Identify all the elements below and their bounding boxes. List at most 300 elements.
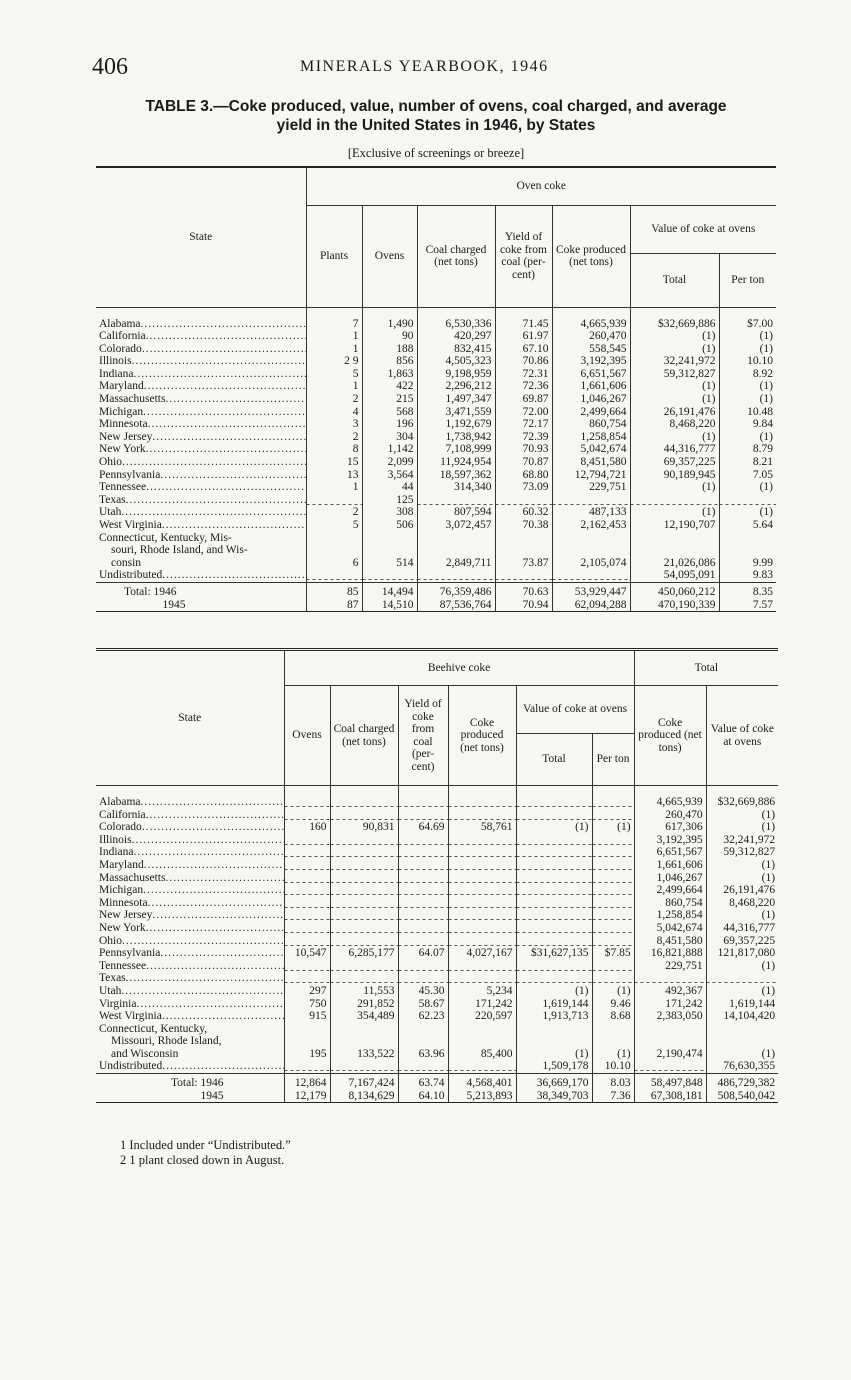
value-per-ton: (1) [719, 431, 776, 444]
empty-cell [330, 1060, 398, 1073]
ovens: 304 [362, 431, 417, 444]
page-number: 406 [92, 54, 128, 80]
state-name: Michigan ..... [96, 406, 306, 419]
state-name: New Jersey ..... [96, 909, 284, 922]
yield [398, 872, 448, 885]
oven-coke-table [96, 166, 776, 612]
total-coke [634, 972, 706, 985]
table-row-undistributed [96, 569, 776, 582]
value-total [516, 960, 592, 973]
col-state: State [96, 167, 306, 307]
value-total [516, 909, 592, 922]
plants: 2 [306, 393, 362, 406]
state-name: Alabama ..... [96, 796, 284, 809]
value-per-ton: (1) [592, 821, 634, 834]
col-ovens-2: Ovens [284, 686, 330, 786]
dot-leader [152, 909, 284, 921]
coal-charged [417, 494, 495, 507]
total-coke: 5,042,674 [634, 922, 706, 935]
empty-cell [552, 569, 630, 582]
dot-leader [165, 393, 306, 405]
state-name: New York ..... [96, 443, 306, 456]
state-name [96, 532, 306, 570]
state-name: Undistributed ..... [96, 1060, 284, 1073]
footnote-2: 2 1 plant closed down in August. [120, 1153, 285, 1167]
value-per-ton [592, 935, 634, 948]
ovens [284, 884, 330, 897]
dot-leader [162, 1060, 284, 1072]
state-name: Ohio ..... [96, 456, 306, 469]
state-name: Indiana ..... [96, 846, 284, 859]
yield: 73.87 [495, 532, 552, 570]
ovens [284, 846, 330, 859]
coal-charged: 807,594 [417, 506, 495, 519]
coal-charged: 76,359,486 [417, 582, 495, 598]
coke-produced: 12,794,721 [552, 469, 630, 482]
state-name: Ohio ..... [96, 935, 284, 948]
plants: 1 [306, 330, 362, 343]
coal-charged: 6,285,177 [330, 947, 398, 960]
col-coke-produced: Coke produced (net tons) [552, 205, 630, 307]
total-coke: 229,751 [634, 960, 706, 973]
ovens: 308 [362, 506, 417, 519]
value-total: 32,241,972 [630, 355, 719, 368]
dot-leader [162, 519, 306, 531]
coal-charged: 4,505,323 [417, 355, 495, 368]
value-total: 1,913,713 [516, 1010, 592, 1023]
empty-cell [495, 569, 552, 582]
dot-leader [133, 846, 284, 858]
plants: 8 [306, 443, 362, 456]
plants: 87 [306, 599, 362, 612]
yield: 60.32 [495, 506, 552, 519]
table-row [96, 821, 778, 834]
coal-charged: 7,108,999 [417, 443, 495, 456]
dot-leader [126, 972, 284, 984]
value-per-ton: $7.00 [719, 318, 776, 331]
total-coke: 2,499,664 [634, 884, 706, 897]
state-name: New York ..... [96, 922, 284, 935]
coal-charged [330, 884, 398, 897]
table-row [96, 443, 776, 456]
state-name: Utah ..... [96, 985, 284, 998]
yield [398, 834, 448, 847]
yield: 70.86 [495, 355, 552, 368]
coal-charged [330, 922, 398, 935]
dot-leader [142, 343, 306, 355]
yield: 64.10 [398, 1090, 448, 1103]
table-row [96, 506, 776, 519]
coal-charged [330, 972, 398, 985]
group-value: Value of coke at ovens [630, 205, 776, 253]
table-row [96, 947, 778, 960]
ovens [284, 872, 330, 885]
total-coke: 860,754 [634, 897, 706, 910]
yield: 70.87 [495, 456, 552, 469]
ovens [284, 834, 330, 847]
value-per-ton: (1) [719, 380, 776, 393]
coke-produced [448, 909, 516, 922]
dot-leader [146, 809, 284, 821]
ovens: 506 [362, 519, 417, 532]
total-coke: 2,383,050 [634, 1010, 706, 1023]
value-per-ton: 9.84 [719, 418, 776, 431]
value-total: 54,095,091 [630, 569, 719, 582]
value-per-ton [592, 884, 634, 897]
value-per-ton: 7.36 [592, 1090, 634, 1103]
coal-charged: 90,831 [330, 821, 398, 834]
dot-leader [146, 481, 306, 493]
group-oven-coke: Oven coke [306, 167, 776, 205]
dot-leader [121, 985, 284, 997]
coal-charged [330, 809, 398, 822]
yield [398, 884, 448, 897]
value-total [516, 834, 592, 847]
empty-cell [448, 1060, 516, 1073]
value-total [516, 922, 592, 935]
coke-produced: 2,499,664 [552, 406, 630, 419]
coke-produced: 58,761 [448, 821, 516, 834]
coke-produced: 260,470 [552, 330, 630, 343]
table-row [96, 330, 776, 343]
total-value: $32,669,886 [706, 796, 778, 809]
state-name: Tennessee ..... [96, 960, 284, 973]
coke-produced [448, 884, 516, 897]
table-row [96, 355, 776, 368]
coal-charged: 354,489 [330, 1010, 398, 1023]
total-label: 1945 [162, 598, 186, 611]
ovens: 14,494 [362, 582, 417, 598]
plants: 2 [306, 506, 362, 519]
total-value: (1) [706, 809, 778, 822]
total-label: 1945 [200, 1089, 224, 1102]
plants: 85 [306, 582, 362, 598]
value-total: 470,190,339 [630, 599, 719, 612]
coke-produced: 5,234 [448, 985, 516, 998]
total-value: 486,729,382 [706, 1074, 778, 1090]
state-name: California ..... [96, 809, 284, 822]
value-total: 90,189,945 [630, 469, 719, 482]
value-total: 1,619,144 [516, 998, 592, 1011]
ovens [284, 796, 330, 809]
yield: 70.38 [495, 519, 552, 532]
total-row [96, 582, 776, 598]
total-value: (1) [706, 960, 778, 973]
coke-produced: 8,451,580 [552, 456, 630, 469]
table-row [96, 494, 776, 507]
coal-charged: 11,924,954 [417, 456, 495, 469]
table-title [96, 97, 776, 135]
yield: 63.96 [398, 1023, 448, 1061]
dot-leader [162, 1010, 284, 1022]
plants: 15 [306, 456, 362, 469]
table-row [96, 418, 776, 431]
plants: 3 [306, 418, 362, 431]
dot-leader [144, 859, 284, 871]
value-total: (1) [516, 985, 592, 998]
coke-produced [448, 796, 516, 809]
coke-produced: 4,665,939 [552, 318, 630, 331]
total-value: (1) [706, 1023, 778, 1061]
ovens: 196 [362, 418, 417, 431]
ovens: 422 [362, 380, 417, 393]
value-per-ton: 7.57 [719, 599, 776, 612]
table-row-undistributed [96, 1060, 778, 1073]
ovens [284, 897, 330, 910]
state-name: California ..... [96, 330, 306, 343]
yield [398, 859, 448, 872]
coal-charged: 7,167,424 [330, 1074, 398, 1090]
total-coke: 16,821,888 [634, 947, 706, 960]
coke-produced: 4,027,167 [448, 947, 516, 960]
ovens: 750 [284, 998, 330, 1011]
total-value: 76,630,355 [706, 1060, 778, 1073]
total-coke: 260,470 [634, 809, 706, 822]
coke-produced: 229,751 [552, 481, 630, 494]
yield: 63.74 [398, 1074, 448, 1090]
ovens [284, 922, 330, 935]
total-value: (1) [706, 821, 778, 834]
empty-cell [362, 569, 417, 582]
empty-cell [306, 569, 362, 582]
table-row [96, 972, 778, 985]
total-value: 44,316,777 [706, 922, 778, 935]
dot-leader [142, 821, 284, 833]
coke-produced [552, 494, 630, 507]
table-row [96, 809, 778, 822]
col-coal-charged: Coal charged (net tons) [417, 205, 495, 307]
plants: 5 [306, 368, 362, 381]
ovens [284, 935, 330, 948]
dot-leader [141, 796, 284, 808]
ovens: 1,490 [362, 318, 417, 331]
value-total: 59,312,827 [630, 368, 719, 381]
coke-produced: 2,105,074 [552, 532, 630, 570]
state-name: Pennsylvania ..... [96, 947, 284, 960]
coal-charged [330, 935, 398, 948]
plants: 7 [306, 318, 362, 331]
total-label: Total: 1946 [96, 1074, 284, 1090]
value-total: (1) [630, 481, 719, 494]
value-per-ton: (1) [592, 985, 634, 998]
state-name-line: consin [111, 556, 142, 569]
empty-cell [398, 1060, 448, 1073]
dot-leader [122, 456, 306, 468]
ovens: 188 [362, 343, 417, 356]
value-per-ton [592, 846, 634, 859]
state-name: Texas ..... [96, 494, 306, 507]
yield [398, 897, 448, 910]
state-name-line: Connecticut, Kentucky, [99, 1022, 208, 1035]
coal-charged [330, 909, 398, 922]
yield [398, 846, 448, 859]
dot-leader [122, 935, 284, 947]
yield [398, 972, 448, 985]
value-total [630, 494, 719, 507]
empty-cell [284, 1060, 330, 1073]
total-value: 8,468,220 [706, 897, 778, 910]
value-per-ton [592, 872, 634, 885]
table-row [96, 380, 776, 393]
coke-produced [448, 922, 516, 935]
group-total: Total [634, 650, 778, 686]
yield [398, 935, 448, 948]
table-row [96, 960, 778, 973]
state-name: Utah ..... [96, 506, 306, 519]
table-row [96, 872, 778, 885]
total-value: 26,191,476 [706, 884, 778, 897]
coal-charged: 2,296,212 [417, 380, 495, 393]
coal-charged [330, 796, 398, 809]
value-total: 1,509,178 [516, 1060, 592, 1073]
dot-leader [126, 494, 306, 506]
col-ovens: Ovens [362, 205, 417, 307]
ovens: 1,863 [362, 368, 417, 381]
value-total [516, 859, 592, 872]
value-total [516, 846, 592, 859]
yield: 72.31 [495, 368, 552, 381]
table-row [96, 519, 776, 532]
dot-leader [143, 406, 306, 418]
total-coke: 4,665,939 [634, 796, 706, 809]
yield: 45.30 [398, 985, 448, 998]
yield [398, 922, 448, 935]
state-name: Alabama ..... [96, 318, 306, 331]
table-row [96, 998, 778, 1011]
state-name: West Virginia ..... [96, 519, 306, 532]
coal-charged [330, 834, 398, 847]
coke-produced: 85,400 [448, 1023, 516, 1061]
state-name: Colorado ..... [96, 821, 284, 834]
yield [398, 960, 448, 973]
footnote-1: 1 Included under “Undistributed.” [120, 1138, 291, 1152]
value-per-ton: 9.83 [719, 569, 776, 582]
value-per-ton: 9.46 [592, 998, 634, 1011]
col-yield-2: Yield of coke from coal (per-cent) [398, 686, 448, 786]
ovens: 12,179 [284, 1090, 330, 1103]
dot-leader [146, 443, 306, 455]
plants: 1 [306, 481, 362, 494]
value-per-ton: 8.03 [592, 1074, 634, 1090]
dot-leader [141, 318, 306, 330]
oven-coke-body [96, 307, 776, 612]
coke-produced: 5,042,674 [552, 443, 630, 456]
state-name-line: and Wisconsin [111, 1047, 179, 1060]
coke-produced [448, 897, 516, 910]
coal-charged: 6,530,336 [417, 318, 495, 331]
plants [306, 494, 362, 507]
coal-charged: 314,340 [417, 481, 495, 494]
ovens: 215 [362, 393, 417, 406]
plants: 2 9 [306, 355, 362, 368]
ovens: 12,864 [284, 1074, 330, 1090]
beehive-coke-body [96, 786, 778, 1103]
col-coke-produced-2: Coke produced (net tons) [448, 686, 516, 786]
ovens: 125 [362, 494, 417, 507]
coal-charged: 2,849,711 [417, 532, 495, 570]
coal-charged: 3,471,559 [417, 406, 495, 419]
total-label: Total: 1946 [96, 582, 306, 598]
state-name: Massachusetts ..... [96, 393, 306, 406]
value-per-ton: 8.35 [719, 582, 776, 598]
coal-charged [330, 897, 398, 910]
table-row [96, 469, 776, 482]
value-total: (1) [516, 1023, 592, 1061]
state-name-line: Connecticut, Kentucky, Mis- [99, 531, 232, 544]
state-name: Tennessee ..... [96, 481, 306, 494]
total-row [96, 599, 776, 612]
total-value: 59,312,827 [706, 846, 778, 859]
total-coke: 58,497,848 [634, 1074, 706, 1090]
dot-leader [160, 469, 306, 481]
coal-charged: 11,553 [330, 985, 398, 998]
table-title-line1: TABLE 3.—Coke produced, value, number of ovens, coal charged, and average [145, 98, 727, 115]
coke-produced: 6,651,567 [552, 368, 630, 381]
yield: 58.67 [398, 998, 448, 1011]
state-name-line: Missouri, Rhode Island, [111, 1035, 222, 1048]
table-row [96, 796, 778, 809]
yield [495, 494, 552, 507]
value-per-ton: 7.05 [719, 469, 776, 482]
coal-charged: 133,522 [330, 1023, 398, 1061]
ovens: 3,564 [362, 469, 417, 482]
yield: 61.97 [495, 330, 552, 343]
coke-produced: 53,929,447 [552, 582, 630, 598]
value-per-ton: (1) [719, 393, 776, 406]
state-name-line: souri, Rhode Island, and Wis- [111, 544, 248, 557]
total-coke: 171,242 [634, 998, 706, 1011]
value-per-ton: (1) [719, 506, 776, 519]
dot-leader [132, 355, 306, 367]
coke-produced [448, 859, 516, 872]
value-per-ton: (1) [719, 481, 776, 494]
coal-charged: 18,597,362 [417, 469, 495, 482]
plants: 13 [306, 469, 362, 482]
total-value: 14,104,420 [706, 1010, 778, 1023]
value-total: 12,190,707 [630, 519, 719, 532]
state-name: Maryland ..... [96, 380, 306, 393]
total-coke: 67,308,181 [634, 1090, 706, 1103]
total-coke: 8,451,580 [634, 935, 706, 948]
value-total: 21,026,086 [630, 532, 719, 570]
value-total: 450,060,212 [630, 582, 719, 598]
total-value: 1,619,144 [706, 998, 778, 1011]
value-per-ton [592, 960, 634, 973]
table-row-combined [96, 1023, 778, 1061]
coke-produced [448, 935, 516, 948]
value-per-ton: $7.85 [592, 947, 634, 960]
value-per-ton: 8.79 [719, 443, 776, 456]
value-per-ton: 10.10 [592, 1060, 634, 1073]
value-total [516, 935, 592, 948]
yield [398, 809, 448, 822]
value-total: 8,468,220 [630, 418, 719, 431]
coke-produced: 62,094,288 [552, 599, 630, 612]
plants: 6 [306, 532, 362, 570]
table-row [96, 922, 778, 935]
col-value-per-ton-2: Per ton [592, 734, 634, 786]
col-total-coke: Coke produced (net tons) [634, 686, 706, 786]
total-value: 121,817,080 [706, 947, 778, 960]
state-name: Maryland ..... [96, 859, 284, 872]
table-row [96, 343, 776, 356]
value-total: $32,669,886 [630, 318, 719, 331]
coke-produced: 487,133 [552, 506, 630, 519]
ovens: 10,547 [284, 947, 330, 960]
coke-produced: 1,258,854 [552, 431, 630, 444]
value-total: (1) [630, 380, 719, 393]
dot-leader [160, 947, 284, 959]
